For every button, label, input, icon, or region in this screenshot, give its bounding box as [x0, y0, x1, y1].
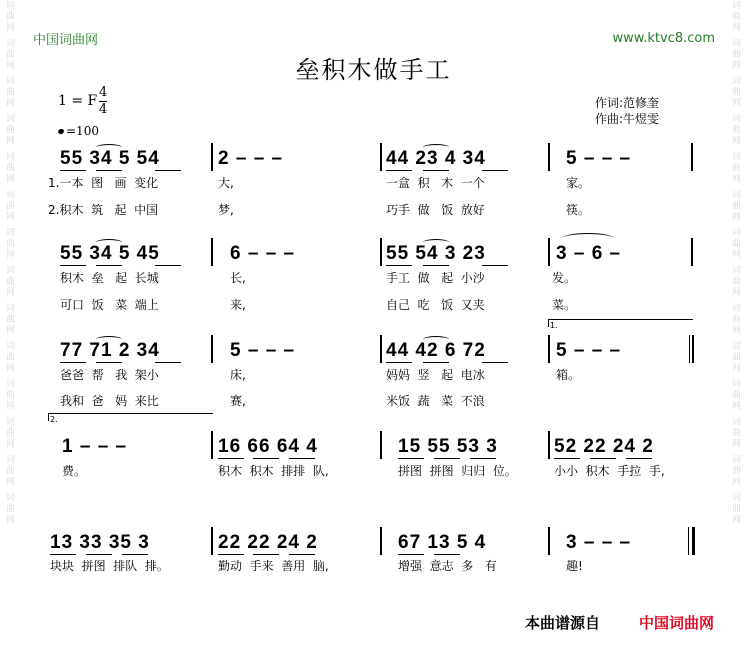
- lyric-line: 拼图 拼图 归归 位。: [398, 464, 517, 478]
- barline: [548, 143, 550, 171]
- beam: [482, 362, 508, 363]
- lyric-line: 床,: [230, 368, 246, 382]
- slur: [423, 239, 449, 246]
- measure-notes: 55 34 5 45: [60, 243, 160, 264]
- slur: [96, 144, 122, 151]
- beam: [50, 554, 76, 555]
- barline: [211, 431, 213, 459]
- beam: [423, 265, 449, 266]
- measure-notes: 13 33 35 3: [50, 532, 150, 553]
- lyric-line: 巧手 做 饭 放好: [386, 203, 485, 217]
- barline: [211, 335, 213, 363]
- slur: [96, 239, 122, 246]
- measure-notes: 67 13 5 4: [398, 532, 487, 553]
- quarter-note-icon: [57, 128, 64, 135]
- beam: [590, 458, 616, 459]
- repeat-barline: [692, 335, 694, 363]
- time-signature: [99, 85, 107, 118]
- beam: [60, 265, 86, 266]
- lyric-line: 爸爸 帮 我 架小: [60, 368, 159, 382]
- measure-notes: 5 – – –: [556, 340, 622, 361]
- lyric-line: 一盒 积 木 一个: [386, 176, 485, 190]
- beam: [96, 170, 122, 171]
- measure-notes: 2 – – –: [218, 148, 284, 169]
- lyric-line: 妈妈 竖 起 电冰: [386, 368, 485, 382]
- beam: [218, 554, 244, 555]
- lyric-line: 积木 积木 排排 队,: [218, 464, 329, 478]
- lyric-line: 小小 积木 手拉 手,: [554, 464, 665, 478]
- barline: [548, 431, 550, 459]
- lyric-line: 趣!: [566, 559, 583, 573]
- slur: [423, 144, 449, 151]
- beam: [386, 170, 412, 171]
- barline: [211, 238, 213, 266]
- beam: [155, 265, 181, 266]
- measure-notes: 44 42 6 72: [386, 340, 486, 361]
- beam: [253, 458, 279, 459]
- second-ending-label: 2.: [50, 415, 58, 424]
- measure-notes: 22 22 24 2: [218, 532, 318, 553]
- source-label: 本曲谱源自: [524, 614, 600, 632]
- beam: [423, 362, 449, 363]
- barline: [380, 527, 382, 555]
- lyric-line: 来,: [230, 298, 246, 312]
- lyric-line: 梦,: [218, 203, 234, 217]
- barline: [548, 527, 550, 555]
- lyric-line: 自己 吃 饭 又夹: [386, 298, 485, 312]
- beam: [423, 170, 449, 171]
- measure-notes: 3 – 6 –: [556, 243, 622, 264]
- volta-bracket: [48, 413, 49, 421]
- final-barline: [688, 527, 689, 555]
- barline: [691, 143, 693, 171]
- measure-notes: 77 71 2 34: [60, 340, 160, 361]
- barline: [691, 238, 693, 266]
- beam: [60, 170, 86, 171]
- beam: [554, 458, 580, 459]
- lyric-line: 家。: [566, 176, 591, 190]
- lyric-line: 块块 拼图 排队 排。: [50, 559, 169, 573]
- lyric-line: 筷。: [566, 203, 591, 217]
- beam: [434, 554, 460, 555]
- measure-notes: 15 55 53 3: [398, 436, 498, 457]
- tie: [562, 233, 614, 244]
- lyric-line: 我和 爸 妈 来比: [60, 394, 159, 408]
- barline: [380, 335, 382, 363]
- beam: [86, 554, 112, 555]
- measure-notes: 5 – – –: [230, 340, 296, 361]
- beam: [470, 458, 496, 459]
- measure-notes: 55 34 5 54: [60, 148, 160, 169]
- final-barline: [692, 527, 695, 555]
- lyric-line: 2.积木 筑 起 中国: [48, 203, 159, 217]
- volta-bracket: [48, 413, 213, 414]
- beam: [482, 265, 508, 266]
- beam: [482, 170, 508, 171]
- beam: [60, 362, 86, 363]
- measure-notes: 5 – – –: [566, 148, 632, 169]
- beam: [289, 554, 315, 555]
- measure-notes: 55 54 3 23: [386, 243, 486, 264]
- site-name-left: 中国词曲网: [33, 33, 99, 48]
- lyric-line: 增强 意志 多 有: [398, 559, 497, 573]
- lyric-line: 发。: [552, 271, 577, 285]
- tempo-value: =100: [66, 124, 99, 138]
- lyric-line: 费。: [62, 464, 87, 478]
- beam: [96, 265, 122, 266]
- barline: [548, 238, 550, 266]
- page-title: 垒积木做手工: [295, 56, 452, 84]
- lyric-line: 箱。: [556, 368, 581, 382]
- lyric-line: 米饭 蔬 菜 不浪: [386, 394, 485, 408]
- lyric-line: 大,: [218, 176, 234, 190]
- watermark-right: 词曲网 词曲网 词曲网 词曲网 词曲网 词曲网 词曲网 词曲网 词曲网 词曲网 词曲网 词曲网 词曲网 词曲网: [730, 0, 740, 526]
- beam: [253, 554, 279, 555]
- lyric-line: 可口 饭 菜 端上: [60, 298, 159, 312]
- repeat-barline: [689, 335, 690, 363]
- time-top: 4: [99, 85, 108, 100]
- measure-notes: 3 – – –: [566, 532, 632, 553]
- slur: [96, 336, 122, 343]
- beam: [386, 265, 412, 266]
- beam: [155, 170, 181, 171]
- credits: [595, 95, 659, 127]
- lyric-line: 积木 垒 起 长城: [60, 271, 159, 285]
- slur: [423, 336, 449, 343]
- first-ending-label: 1.: [550, 321, 558, 330]
- lyric-line: 1.一本 图 画 变化: [48, 176, 159, 190]
- beam: [386, 362, 412, 363]
- barline: [211, 527, 213, 555]
- measure-notes: 6 – – –: [230, 243, 296, 264]
- lyric-line: 长,: [230, 271, 246, 285]
- key-signature: 1 = F: [58, 93, 98, 109]
- tempo-marking: [58, 124, 99, 138]
- barline: [380, 143, 382, 171]
- beam: [434, 458, 460, 459]
- brand-link[interactable]: 中国词曲网: [638, 614, 714, 632]
- volta-bracket: [548, 319, 693, 320]
- measure-notes: 52 22 24 2: [554, 436, 654, 457]
- barline: [380, 238, 382, 266]
- beam: [96, 362, 122, 363]
- beam: [289, 458, 315, 459]
- lyric-line: 勤动 手来 善用 脑,: [218, 559, 329, 573]
- beam: [218, 458, 244, 459]
- volta-bracket: [548, 319, 549, 327]
- watermark-left: 词曲网 词曲网 词曲网 词曲网 词曲网 词曲网 词曲网 词曲网 词曲网 词曲网 词曲网 词曲网 词曲网 词曲网: [4, 0, 14, 526]
- beam: [626, 458, 652, 459]
- barline: [380, 431, 382, 459]
- time-bottom: 4: [99, 102, 108, 117]
- beam: [398, 554, 424, 555]
- beam: [122, 554, 148, 555]
- lyric-line: 赛,: [230, 394, 246, 408]
- site-url[interactable]: www.ktvc8.com: [612, 31, 715, 46]
- beam: [398, 458, 424, 459]
- measure-notes: 44 23 4 34: [386, 148, 486, 169]
- measure-notes: 16 66 64 4: [218, 436, 318, 457]
- beam: [155, 362, 181, 363]
- lyric-line: 菜。: [552, 298, 577, 312]
- measure-notes: 1 – – –: [62, 436, 128, 457]
- composer: 作曲:牛煜雯: [595, 112, 660, 126]
- lyric-line: 手工 做 起 小沙: [386, 271, 485, 285]
- lyricist: 作词:范修奎: [595, 96, 660, 110]
- barline: [211, 143, 213, 171]
- barline: [548, 335, 550, 363]
